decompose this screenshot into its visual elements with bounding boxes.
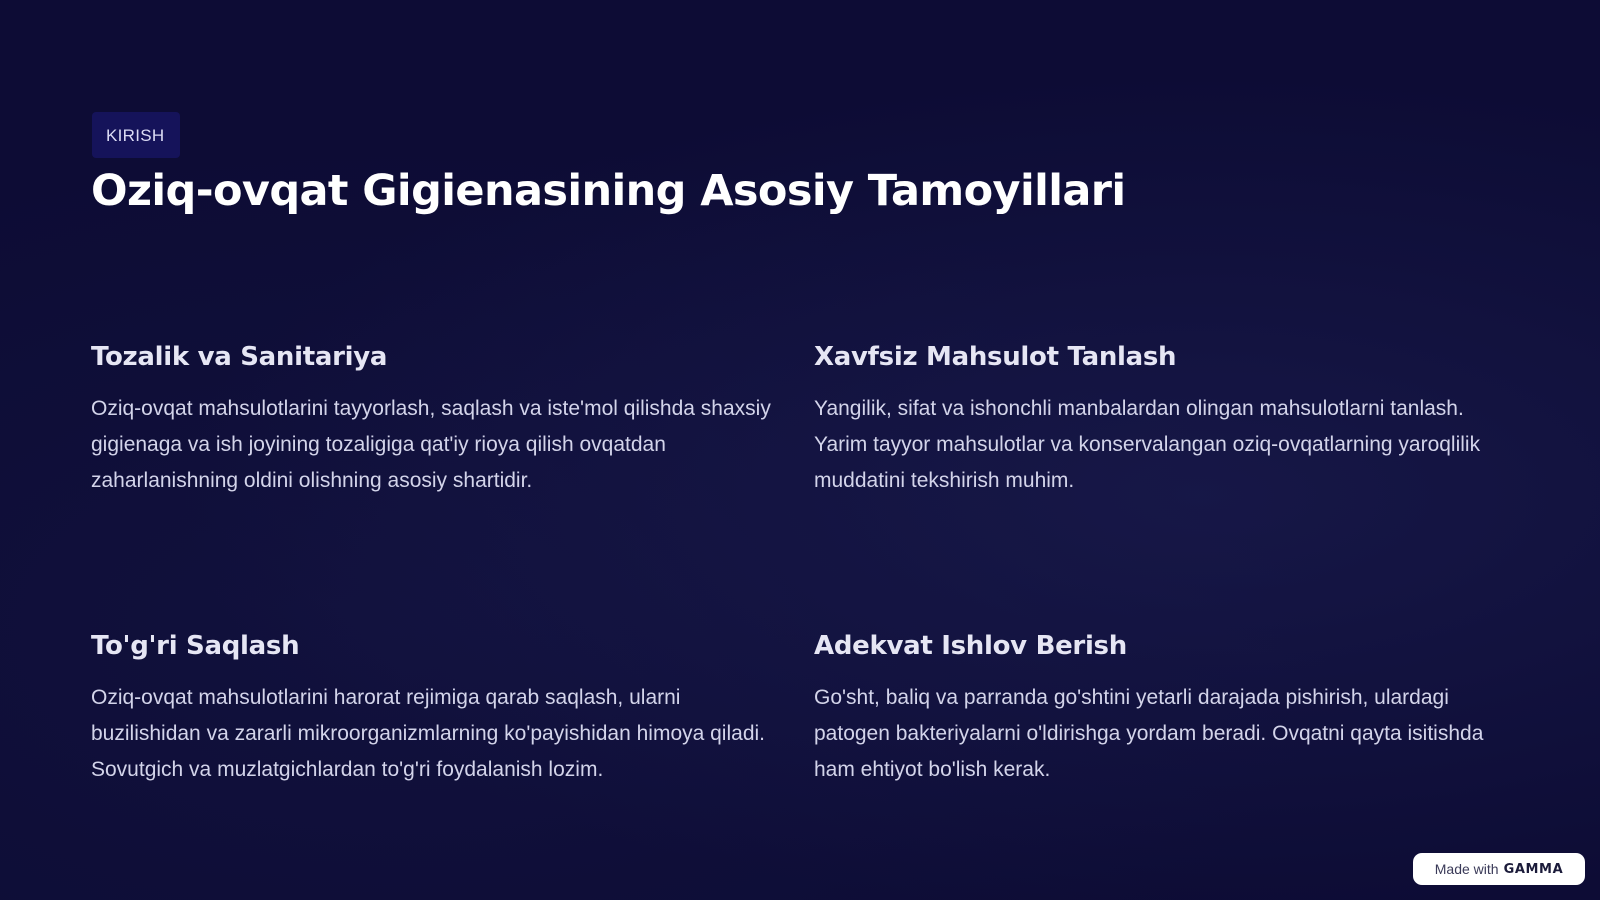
page-title: Oziq-ovqat Gigienasining Asosiy Tamoyillari: [91, 166, 1126, 216]
card-heading: Adekvat Ishlov Berish: [814, 631, 1127, 661]
gamma-logo: GAMMA: [1503, 861, 1564, 877]
card-heading: Xavfsiz Mahsulot Tanlash: [814, 342, 1177, 372]
card-tozalik: [91, 342, 791, 499]
card-ishlov-berish: [814, 631, 1514, 788]
made-with-gamma-button[interactable]: [1413, 853, 1585, 885]
made-with-label: Made with: [1434, 861, 1499, 877]
section-badge: KIRISH: [92, 112, 180, 158]
card-text: Oziq-ovqat mahsulotlarini tayyorlash, saqlash va iste'mol qilishda shaxsiy gigienaga va ish joyining tozaligiga qat'iy rioya qilish ovqatdan zaharlanishning oldini olishning asosiy shartidir.: [91, 397, 771, 492]
card-text: Go'sht, baliq va parranda go'shtini yetarli darajada pishirish, ulardagi patogen bakteriyalarni o'ldirishga yordam beradi. Ovqatni qayta isitishda ham ehtiyot bo'lish kerak.: [814, 686, 1484, 781]
card-text: Yangilik, sifat va ishonchli manbalardan olingan mahsulotlarni tanlash. Yarim tayyor mahsulotlar va konservalangan oziq-ovqatlarning yaroqlilik muddatini tekshirish muhim.: [814, 397, 1481, 492]
card-text: Oziq-ovqat mahsulotlarini harorat rejimiga qarab saqlash, ularni buzilishidan va zararli mikroorganizmlarning ko'payishidan himoya qiladi. Sovutgich va muzlatgichlardan to'g'ri foydalanish lozim.: [91, 686, 765, 781]
card-heading: To'g'ri Saqlash: [91, 631, 300, 661]
card-saqlash: [91, 631, 791, 788]
card-heading: Tozalik va Sanitariya: [91, 342, 388, 372]
card-xavfsiz-mahsulot: [814, 342, 1514, 499]
